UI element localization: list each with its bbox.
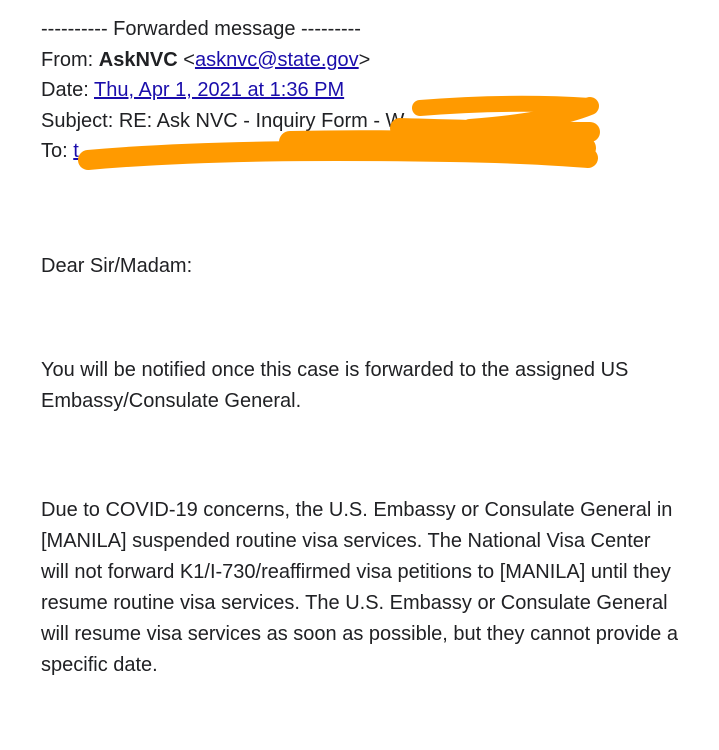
- from-label: From:: [41, 48, 99, 71]
- from-email-link[interactable]: asknvc@state.gov: [194, 48, 359, 71]
- from-name: AskNVC: [98, 48, 178, 71]
- to-line: [41, 136, 701, 167]
- greeting: Dear Sir/Madam:: [41, 255, 193, 277]
- date-label: Date:: [41, 79, 94, 101]
- from-email-close: >: [358, 48, 371, 71]
- date-line: [41, 75, 701, 106]
- subject-line: [41, 106, 701, 137]
- from-line: [41, 45, 701, 76]
- body-paragraph-2: Due to COVID-19 concerns, the U.S. Embassy or Consulate General in [MANILA] suspended routine visa services. The National Visa Center will not forward K1/I-730/reaffirmed visa petitions to [MANILA] until they resume routine visa services. The U.S. Embassy or Consulate General will resume visa services as soon as possible, but they cannot provide a specific date.: [41, 499, 678, 676]
- body-paragraph-1: You will be notified once this case is forwarded to the assigned US Embassy/Consulate General.: [41, 359, 629, 412]
- to-email-link[interactable]: t: [73, 140, 79, 162]
- forwarded-header-line: ---------- Forwarded message ---------: [41, 18, 361, 40]
- subject-label: Subject:: [41, 109, 119, 132]
- date-link[interactable]: Thu, Apr 1, 2021 at 1:36 PM: [94, 79, 345, 101]
- subject-value: RE: Ask NVC - Inquiry Form - W: [118, 109, 405, 132]
- from-email-open: <: [177, 48, 195, 71]
- to-label: To:: [41, 140, 74, 162]
- email-message: [41, 14, 701, 676]
